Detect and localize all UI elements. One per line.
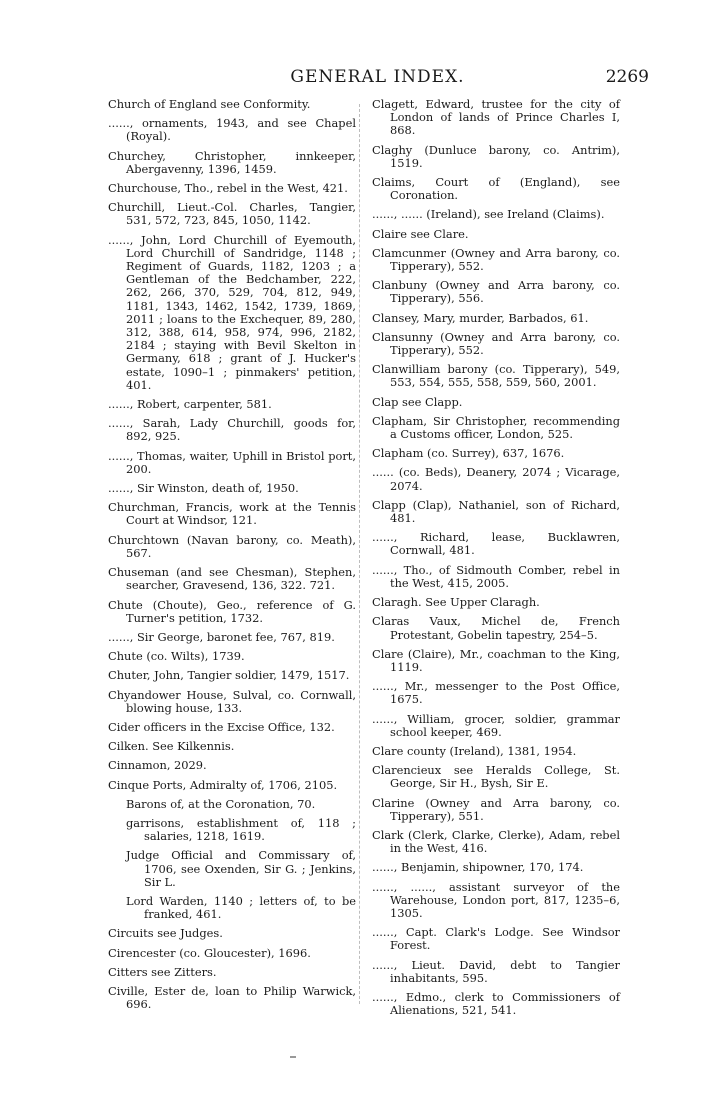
index-entry: Chute (Choute), Geo., reference of G. Turner's petition, 1732. [108,597,356,625]
index-entry: Cirencester (co. Gloucester), 1696. [108,945,311,960]
index-entry: Churchtown (Navan barony, co. Meath), 567. [108,532,356,560]
index-entry: Claragh. See Upper Claragh. [372,595,540,610]
index-entry: ......, Tho., of Sidmouth Comber, rebel in the West, 415, 2005. [372,562,620,590]
index-entry: Clansey, Mary, murder, Barbados, 61. [372,310,589,325]
index-entry: Clagett, Edward, trustee for the city of London of lands of Prince Charles I, 868. [372,97,620,138]
index-entry: Clare (Claire), Mr., coachman to the King, 1119. [372,646,620,674]
index-entry: ......, Robert, carpenter, 581. [108,397,272,412]
page-title: GENERAL INDEX. [290,67,465,87]
column-divider [359,104,360,1004]
index-entry: ...... (co. Beds), Deanery, 2074 ; Vicarage, 2074. [372,465,620,493]
index-entry: Churchman, Francis, work at the Tennis Court at Windsor, 121. [108,500,356,528]
index-entry: ......, Lieut. David, debt to Tangier inhabitants, 595. [372,957,620,985]
index-entry: ......, Edmo., clerk to Commissioners of Alienations, 521, 541. [372,989,620,1018]
index-entry: Clap see Clapp. [372,394,463,409]
index-entry: ......, Thomas, waiter, Uphill in Bristol port, 200. [108,448,356,476]
index-entry: Cinnamon, 2029. [108,758,207,773]
index-entry: Clapp (Clap), Nathaniel, son of Richard, 481. [372,497,620,526]
page-header [106,63,649,93]
index-entry: ......, William, grocer, soldier, grammar school keeper, 469. [372,711,620,739]
index-entry: Chyandower House, Sulval, co. Cornwall, blowing house, 133. [108,687,356,715]
index-entry: Chute (co. Wilts), 1739. [108,649,245,664]
index-entry: Clanwilliam barony (co. Tipperary), 549, 553, 554, 555, 558, 559, 560, 2001. [372,362,620,390]
index-entry: Churchouse, Tho., rebel in the West, 421. [108,181,348,196]
index-entry: Clarencieux see Heralds College, St. George, Sir H., Bysh, Sir E. [372,763,620,791]
index-entry: Lord Warden, 1140 ; letters of, to be franked, 461. [126,893,356,922]
page-number: 2269 [605,67,649,87]
index-entry: ......, ...... (Ireland), see Ireland (Claims). [372,207,605,222]
index-entry: Clapham, Sir Christopher, recommending a Customs officer, London, 525. [372,413,620,442]
index-entry: Chuseman (and see Chesman), Stephen, searcher, Gravesend, 136, 322. 721. [108,565,356,593]
index-entry: ......, Benjamin, shipowner, 170, 174. [372,860,584,875]
index-entry: Clark (Clerk, Clarke, Clerke), Adam, rebel in the West, 416. [372,827,620,856]
footer-mark [290,1056,296,1058]
index-entry: Clamcunmer (Owney and Arra barony, co. Tipperary), 552. [372,245,620,274]
index-entry: Cinque Ports, Admiralty of, 1706, 2105. [108,777,338,792]
index-entry: Clapham (co. Surrey), 637, 1676. [372,446,565,461]
index-entry: Cider officers in the Excise Office, 132. [108,719,335,734]
index-entry: ......, ......, assistant surveyor of the Warehouse, London port, 817, 1235–6, 1305. [372,879,620,920]
index-entry: Claire see Clare. [372,226,469,241]
index-entry: ......, Mr., messenger to the Post Office, 1675. [372,679,620,707]
index-entry: Citters see Zitters. [108,964,217,979]
index-entry: Churchey, Christopher, innkeeper, Abergavenny, 1396, 1459. [108,148,356,176]
index-entry: ......, Richard, lease, Bucklawren, Cornwall, 481. [372,530,620,558]
index-entry: ......, ornaments, 1943, and see Chapel (Royal). [108,116,356,144]
index-entry: Claras Vaux, Michel de, French Protestant, Gobelin tapestry, 254–5. [372,614,620,642]
index-entry: Clare county (Ireland), 1381, 1954. [372,743,577,758]
index-entry: ......, John, Lord Churchill of Eyemouth, Lord Churchill of Sandridge, 1148 ; Regiment of Guards, 1182, 1203 ; a Gentleman of the Bedchamber, 222, 262, 266, 370, 529, 704, 812, 949, 1181, 1343, 1462, 1542, 1739, 1869, 2011 ; loans to the Exchequer, 89, 280, 312, 388, 614, 958, 974, 996, 2182, 2184 ; staying with Bevil Skelton in Germany, 618 ; grant of J. Hucker's estate, 1090–1 ; pinmakers' petition, 401. [108,232,356,392]
index-entry: Chuter, John, Tangier soldier, 1479, 1517. [108,668,350,683]
index-entry: Churchill, Lieut.-Col. Charles, Tangier, 531, 572, 723, 845, 1050, 1142. [108,200,356,228]
index-entry: garrisons, establishment of, 118 ; salaries, 1218, 1619. [126,815,356,844]
index-entry: Circuits see Judges. [108,926,223,941]
index-entry: Church of England see Conformity. [108,97,311,111]
index-entry: Barons of, at the Coronation, 70. [126,796,316,811]
index-entry: ......, Capt. Clark's Lodge. See Windsor Forest. [372,925,620,953]
index-entry: Judge Official and Commissary of, 1706, see Oxenden, Sir G. ; Jenkins, Sir L. [126,848,356,889]
index-entry: Clarine (Owney and Arra barony, co. Tipperary), 551. [372,795,620,823]
index-entry: Cilken. See Kilkennis. [108,739,235,754]
index-entry: Clansunny (Owney and Arra barony, co. Tipperary), 552. [372,329,620,358]
right-column [372,98,620,1023]
left-column [108,98,356,1017]
index-entry: ......, Sir Winston, death of, 1950. [108,481,299,496]
index-entry: Claims, Court of (England), see Coronation. [372,175,620,203]
index-entry: Claghy (Dunluce barony, co. Antrim), 1519. [372,142,620,170]
index-entry: ......, Sir George, baronet fee, 767, 819. [108,629,335,644]
index-entry: Civille, Ester de, loan to Philip Warwick, 696. [108,983,356,1012]
index-entry: Clanbuny (Owney and Arra barony, co. Tipperary), 556. [372,278,620,306]
index-entry: ......, Sarah, Lady Churchill, goods for, 892, 925. [108,416,356,444]
